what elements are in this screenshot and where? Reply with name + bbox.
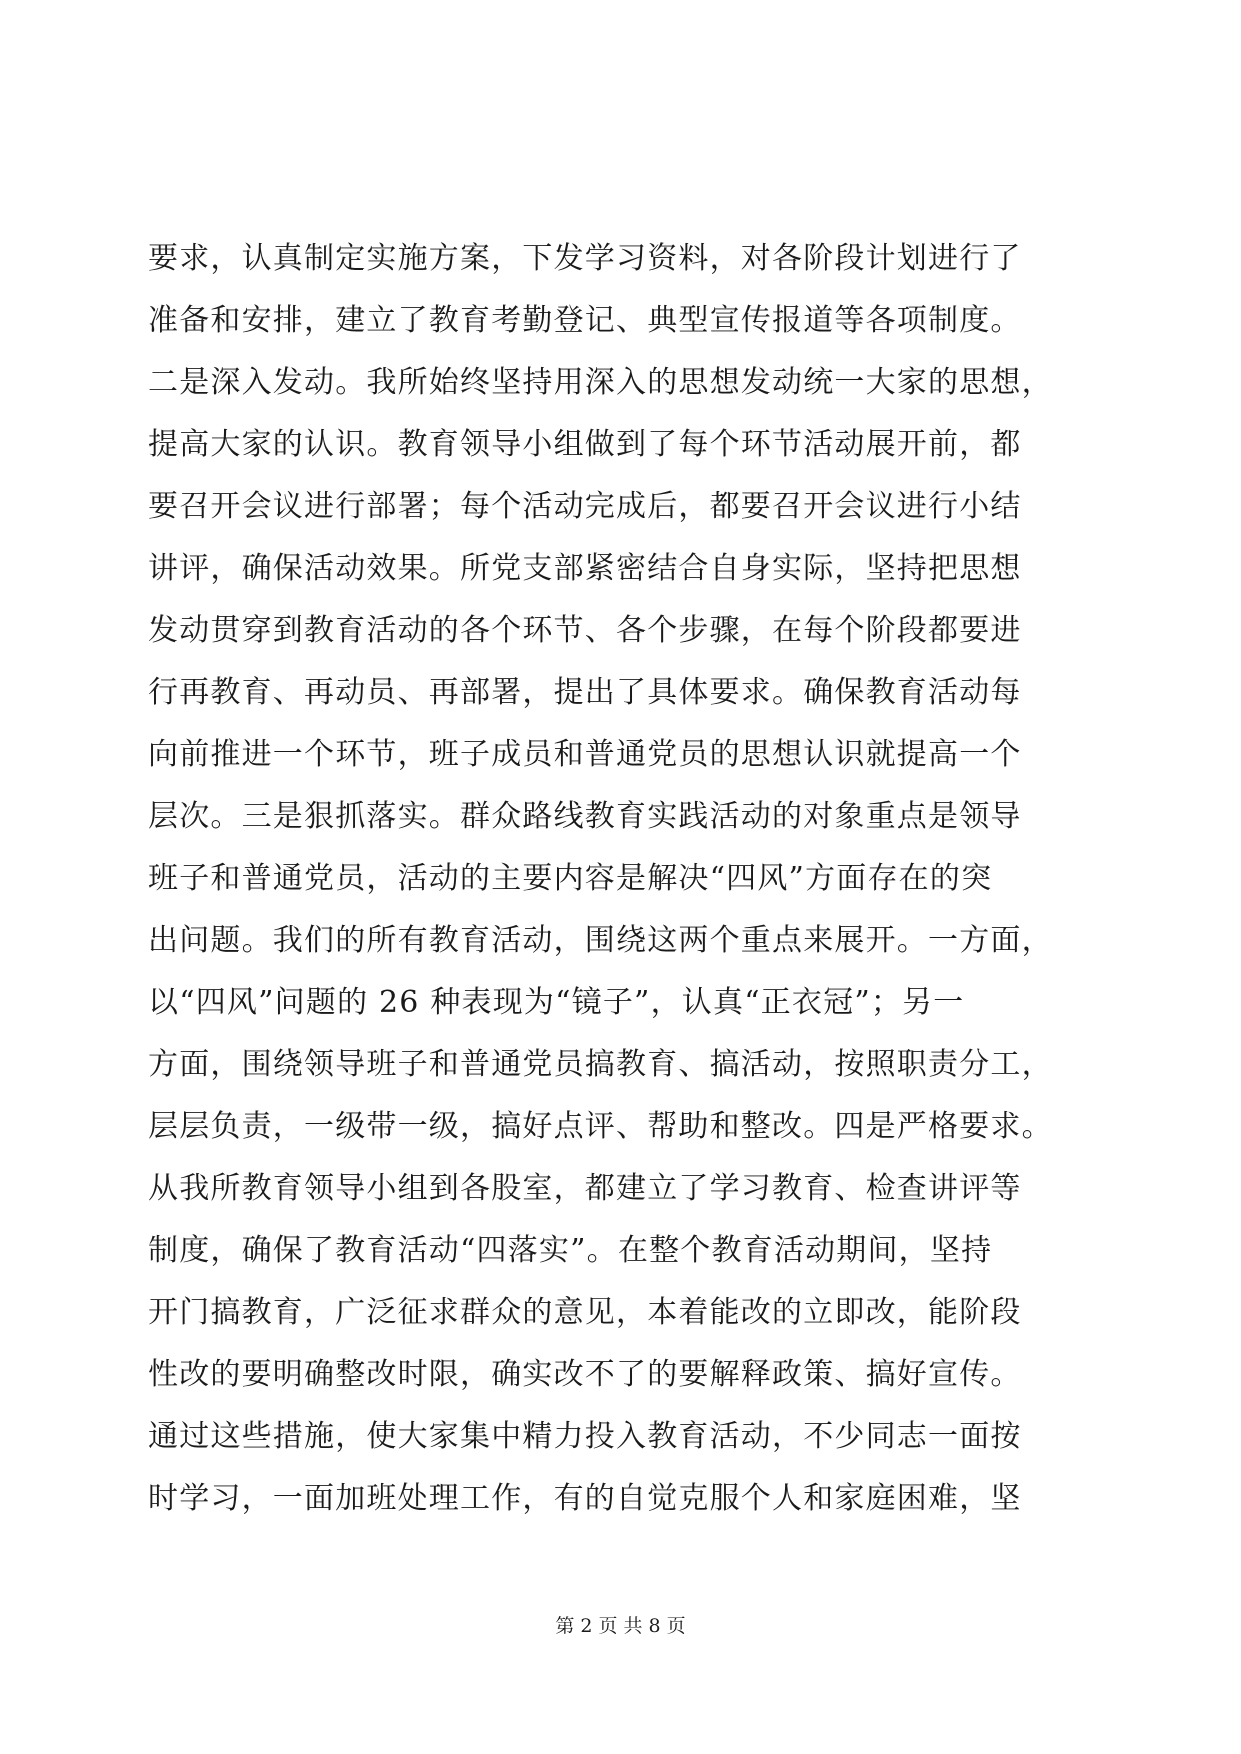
text-line: 开门搞教育，广泛征求群众的意见，本着能改的立即改，能阶段 [148, 1295, 1022, 1330]
text-line: 提高大家的认识。教育领导小组做到了每个环节活动展开前，都 [148, 427, 1022, 462]
text-line: 制度，确保了教育活动“四落实”。在整个教育活动期间，坚持 [148, 1233, 993, 1268]
text-line: 讲评，确保活动效果。所党支部紧密结合自身实际，坚持把思想 [148, 551, 1022, 586]
text-line: 层层负责，一级带一级，搞好点评、帮助和整改。四是严格要求。 [148, 1109, 1053, 1144]
text-line: 要求，认真制定实施方案，下发学习资料，对各阶段计划进行了 [148, 241, 1022, 276]
text-line: 发动贯穿到教育活动的各个环节、各个步骤，在每个阶段都要进 [148, 613, 1022, 648]
text-line: 通过这些措施，使大家集中精力投入教育活动，不少同志一面按 [148, 1419, 1022, 1454]
text-line: 班子和普通党员，活动的主要内容是解决“四风”方面存在的突 [148, 861, 993, 896]
text-line: 性改的要明确整改时限，确实改不了的要解释政策、搞好宣传。 [148, 1357, 1022, 1392]
text-line: 出问题。我们的所有教育活动，围绕这两个重点来展开。一方面， [148, 923, 1053, 958]
text-line: 行再教育、再动员、再部署，提出了具体要求。确保教育活动每 [148, 675, 1022, 710]
text-line: 从我所教育领导小组到各股室，都建立了学习教育、检查讲评等 [148, 1171, 1022, 1206]
text-line: 层次。三是狠抓落实。群众路线教育实践活动的对象重点是领导 [148, 799, 1022, 834]
body-text [148, 228, 1128, 1530]
text-line: 准备和安排，建立了教育考勤登记、典型宣传报道等各项制度。 [148, 303, 1022, 338]
text-line: 向前推进一个环节，班子成员和普通党员的思想认识就提高一个 [148, 737, 1022, 772]
text-line: 方面，围绕领导班子和普通党员搞教育、搞活动，按照职责分工， [148, 1047, 1053, 1082]
text-line: 二是深入发动。我所始终坚持用深入的思想发动统一大家的思想， [148, 365, 1053, 400]
text-line: 要召开会议进行部署；每个活动完成后，都要召开会议进行小结 [148, 489, 1022, 524]
page-number-footer: 第 2 页 共 8 页 [555, 1615, 686, 1637]
text-line: 时学习，一面加班处理工作，有的自觉克服个人和家庭困难，坚 [148, 1481, 1022, 1516]
text-line: 以“四风”问题的 26 种表现为“镜子”，认真“正衣冠”；另一 [148, 985, 965, 1020]
